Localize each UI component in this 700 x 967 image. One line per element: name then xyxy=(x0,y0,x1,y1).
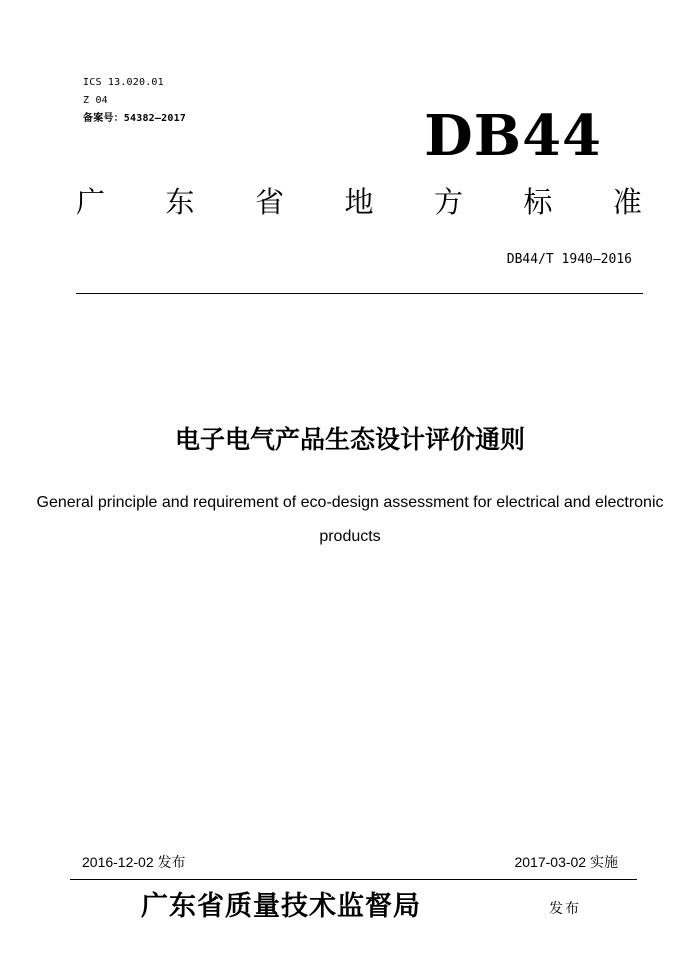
issuing-authority: 广东省质量技术监督局 xyxy=(141,891,421,922)
classification-code: Z 04 xyxy=(83,95,108,106)
standard-kind-char: 标 xyxy=(523,185,553,219)
standard-kind-heading xyxy=(76,184,642,220)
standard-kind-char: 广 xyxy=(76,185,106,219)
implementation-date: 2017-03-02 实施 xyxy=(514,854,618,870)
db-mark: DB44 xyxy=(424,103,602,169)
ics-code: ICS 13.020.01 xyxy=(83,77,164,88)
bottom-divider xyxy=(70,879,637,880)
standard-number: DB44/T 1940—2016 xyxy=(506,252,632,267)
standard-kind-char: 地 xyxy=(344,185,374,219)
title-chinese: 电子电气产品生态设计评价通则 xyxy=(174,425,525,454)
standard-kind-char: 准 xyxy=(612,185,642,219)
top-divider xyxy=(76,293,643,294)
record-number: 备案号：54382—2017 xyxy=(83,113,187,124)
issue-label: 发布 xyxy=(549,901,581,917)
title-english: General principle and requirement of eco-design assessment for electrical and electronic products xyxy=(36,494,664,545)
standard-kind-char: 省 xyxy=(254,185,284,219)
standard-kind-char: 方 xyxy=(433,185,463,219)
standard-kind-char: 东 xyxy=(165,185,195,219)
issue-date: 2016-12-02 发布 xyxy=(82,854,186,870)
